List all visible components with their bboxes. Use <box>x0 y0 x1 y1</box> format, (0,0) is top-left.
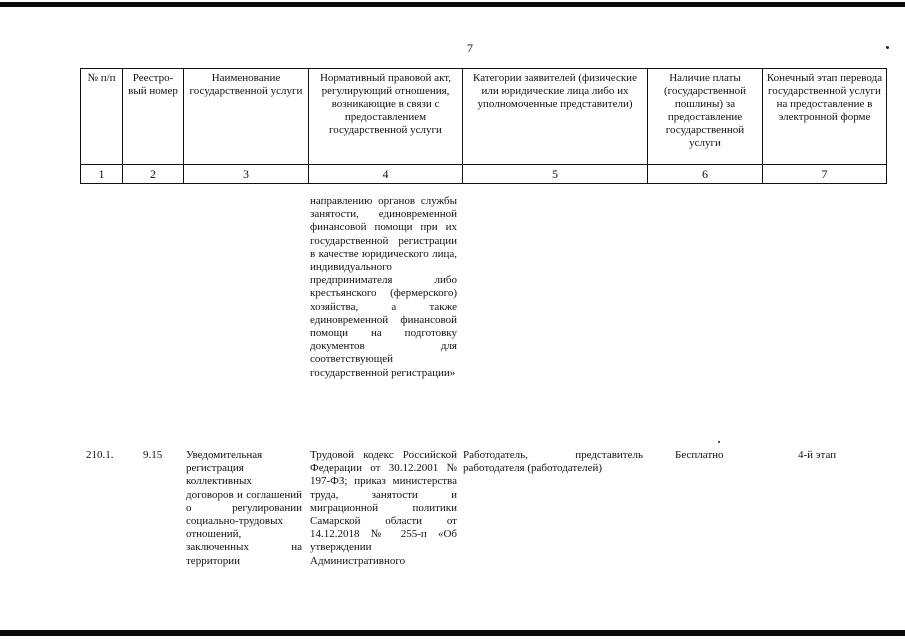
row-legal-act: Трудовой кодекс Российской Федерации от 30.12.2001 № 197-ФЗ; приказ министерства труда, занятости и миграционной политики Самарской области от 14.12.2018 № 255-п «Об утверждении Административного <box>310 449 457 567</box>
column-header-final-stage: Конечный этап перевода государственной услуги на предоставление в электронной форме <box>763 69 887 165</box>
column-number: 1 <box>81 165 123 184</box>
scan-bottom-border <box>0 630 905 636</box>
column-header-service-name: Наименование государственной услуги <box>184 69 309 165</box>
scan-speck <box>886 46 889 49</box>
services-table <box>80 68 886 184</box>
column-number: 2 <box>123 165 184 184</box>
row-number: 210.1. <box>86 449 114 461</box>
column-number: 3 <box>184 165 309 184</box>
column-number: 4 <box>309 165 463 184</box>
column-header-registry: Реестро-вый номер <box>123 69 184 165</box>
column-number: 6 <box>648 165 763 184</box>
scan-top-border <box>0 2 905 7</box>
row-service-name: Уведомительная регистрация коллективных договоров и соглашений о регулировании социально-трудовых отношений, заключенных на территории <box>186 449 302 567</box>
column-header-number: № п/п <box>81 69 123 165</box>
row-registry-number: 9.15 <box>143 449 163 461</box>
column-header-legal-act: Нормативный правовой акт, регулирующий отношения, возникающие в связи с предоставлением государственной услуги <box>309 69 463 165</box>
row-fee: Бесплатно <box>675 449 724 461</box>
legal-act-continuation: направлению органов службы занятости, единовременной финансовой помощи при их государственной регистрации в качестве юридического лица, индивидуального предпринимателя либо крестьянского (фермерского) хозяйства, а также единовременной финансовой помощи на подготовку документов для соответствующей государственной регистрации» <box>310 195 457 379</box>
column-header-fee: Наличие платы (государственной пошлины) за предоставление государственной услуги <box>648 69 763 165</box>
column-number: 5 <box>463 165 648 184</box>
column-number: 7 <box>763 165 887 184</box>
column-header-applicants: Категории заявителей (физические или юридические лица либо их уполномоченные представители) <box>463 69 648 165</box>
page-number: 7 <box>467 41 473 55</box>
row-final-stage: 4-й этап <box>798 449 837 461</box>
table-header <box>80 68 887 184</box>
scan-speck <box>718 441 720 443</box>
row-applicants: Работодатель, представитель работодателя (работодателей) <box>463 449 643 475</box>
